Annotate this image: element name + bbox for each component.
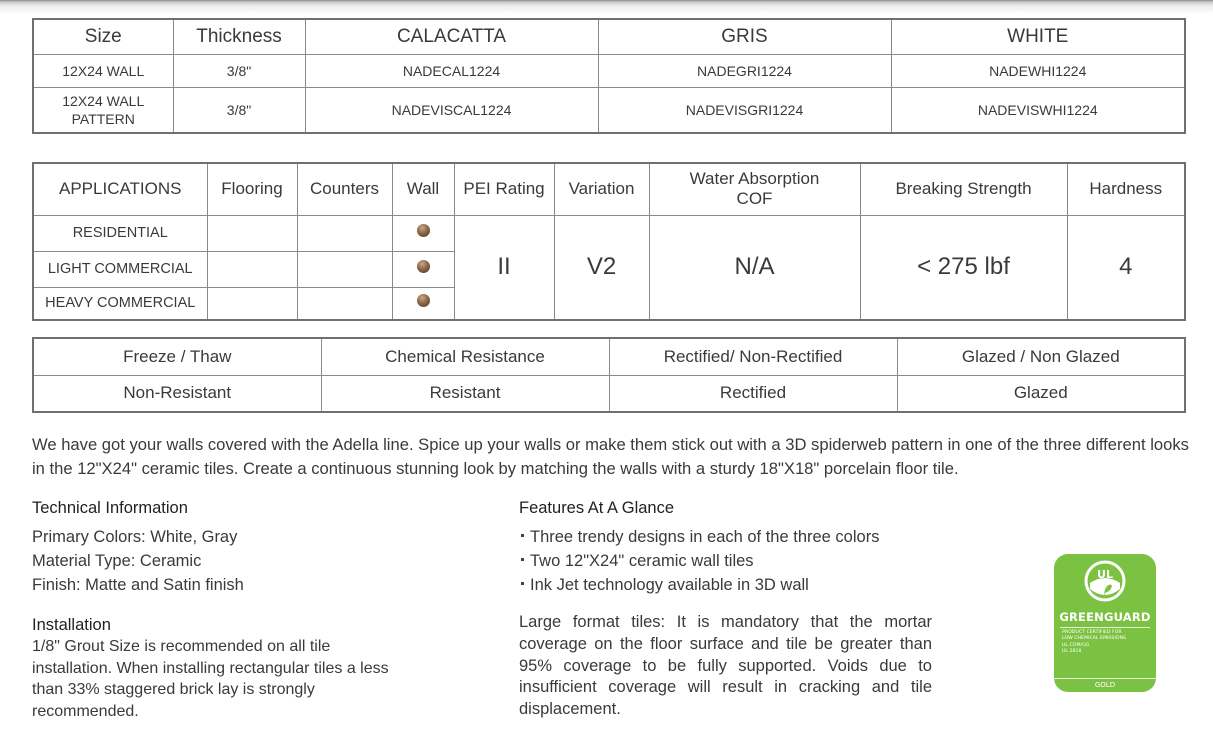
features-section: [519, 497, 932, 721]
header-chemical-resistance: Chemical Resistance: [321, 338, 609, 375]
thickness-cell: 3/8": [173, 54, 305, 87]
table-row: [33, 87, 1185, 133]
size-cell: 12X24 WALL PATTERN: [33, 87, 173, 133]
svg-text:UL: UL: [1097, 568, 1113, 581]
applicable-dot-icon: [417, 260, 430, 273]
primary-colors: Primary Colors: White, Gray: [32, 528, 238, 546]
header-hardness: Hardness: [1067, 163, 1185, 215]
properties-header-row: [33, 338, 1185, 375]
header-counters: Counters: [297, 163, 392, 215]
top-shadow-bar: [0, 0, 1213, 14]
header-white: WHITE: [891, 19, 1185, 54]
thickness-cell: 3/8": [173, 87, 305, 133]
product-description: We have got your walls covered with the Adella line. Spice up your walls or make them stick out with a 3D spiderweb pattern in one of the three different looks in the 12"X24" ceramic tiles. Create a continuous stunning look by matching the walls with a sturdy 18"X18" porcelain floor tile.: [32, 435, 1189, 478]
features-list: [519, 525, 932, 597]
wall-cell: [392, 215, 454, 251]
water-absorption-value: N/A: [649, 215, 860, 320]
bullet-icon: [521, 582, 524, 585]
header-flooring: Flooring: [207, 163, 297, 215]
technical-information-title: Technical Information: [32, 499, 188, 517]
list-item: [519, 525, 932, 549]
list-item: [519, 549, 932, 573]
greenguard-brand: GREENGUARD: [1059, 610, 1151, 624]
sku-header-row: [33, 19, 1185, 54]
badge-certification-text: [1054, 630, 1156, 655]
badge-line: LOW CHEMICAL EMISSIONS: [1062, 636, 1126, 642]
water-absorption-label: Water Absorption: [689, 169, 820, 189]
applications-header-row: [33, 163, 1185, 215]
sku-cell: NADEVISCAL1224: [305, 87, 598, 133]
breaking-strength-value: < 275 lbf: [860, 215, 1067, 320]
sku-table: [32, 18, 1186, 134]
pei-rating-value: II: [454, 215, 554, 320]
sku-cell: NADEGRI1224: [598, 54, 891, 87]
header-gris: GRIS: [598, 19, 891, 54]
bullet-icon: [521, 558, 524, 561]
technical-section: [32, 497, 412, 722]
table-row: [33, 215, 1185, 251]
applicable-dot-icon: [417, 294, 430, 307]
counters-cell: [297, 251, 392, 287]
header-pei-rating: PEI Rating: [454, 163, 554, 215]
header-rectified: Rectified/ Non-Rectified: [609, 338, 897, 375]
header-applications: APPLICATIONS: [33, 163, 207, 215]
badge-level: GOLD: [1054, 678, 1156, 692]
header-thickness: Thickness: [173, 19, 305, 54]
header-water-absorption-cof: [649, 163, 860, 215]
cof-label: COF: [736, 189, 773, 209]
applications-table: [32, 162, 1186, 321]
finish: Finish: Matte and Satin finish: [32, 576, 244, 594]
table-row: [33, 54, 1185, 87]
applicable-dot-icon: [417, 224, 430, 237]
application-cell: RESIDENTIAL: [33, 215, 207, 251]
feature-text: Two 12"X24" ceramic wall tiles: [530, 552, 754, 570]
header-breaking-strength: Breaking Strength: [860, 163, 1067, 215]
header-freeze-thaw: Freeze / Thaw: [33, 338, 321, 375]
installation-section: [32, 614, 412, 722]
flooring-cell: [207, 215, 297, 251]
table-row: [33, 375, 1185, 412]
counters-cell: [297, 215, 392, 251]
feature-text: Ink Jet technology available in 3D wall: [530, 576, 809, 594]
badge-line: UL 2818: [1062, 648, 1082, 654]
freeze-thaw-value: Non-Resistant: [33, 375, 321, 412]
header-glazed: Glazed / Non Glazed: [897, 338, 1185, 375]
sku-cell: NADECAL1224: [305, 54, 598, 87]
wall-cell: [392, 251, 454, 287]
sku-cell: NADEVISGRI1224: [598, 87, 891, 133]
header-size: Size: [33, 19, 173, 54]
feature-text: Three trendy designs in each of the three colors: [530, 528, 880, 546]
properties-table: [32, 337, 1186, 413]
counters-cell: [297, 287, 392, 320]
variation-value: V2: [554, 215, 649, 320]
wall-cell: [392, 287, 454, 320]
features-title: Features At A Glance: [519, 499, 675, 517]
material-type: Material Type: Ceramic: [32, 552, 202, 570]
sku-cell: NADEVISWHI1224: [891, 87, 1185, 133]
large-format-note: Large format tiles: It is mandatory that the mortar coverage on the floor surface and tile be greater than 95% coverage to be fully supported. Voids due to insufficient coverage will result in cracking and tile displacement.: [519, 613, 932, 719]
installation-text: 1/8" Grout Size is recommended on all tile installation. When installing rectangular tiles a less than 33% staggered brick lay is strongly recommended.: [32, 638, 389, 720]
header-variation: Variation: [554, 163, 649, 215]
badge-line: UL.COM/GG: [1062, 642, 1090, 648]
sku-cell: NADEWHI1224: [891, 54, 1185, 87]
size-cell: 12X24 WALL: [33, 54, 173, 87]
glazed-value: Glazed: [897, 375, 1185, 412]
greenguard-badge: [1054, 554, 1156, 692]
application-cell: LIGHT COMMERCIAL: [33, 251, 207, 287]
ul-leaf-icon: [1083, 559, 1127, 603]
badge-line: PRODUCT CERTIFIED FOR: [1062, 630, 1122, 635]
installation-title: Installation: [32, 616, 111, 634]
flooring-cell: [207, 251, 297, 287]
badge-divider: [1060, 627, 1150, 628]
rectified-value: Rectified: [609, 375, 897, 412]
technical-lines: [32, 525, 412, 597]
chemical-resistance-value: Resistant: [321, 375, 609, 412]
application-cell: HEAVY COMMERCIAL: [33, 287, 207, 320]
header-calacatta: CALACATTA: [305, 19, 598, 54]
flooring-cell: [207, 287, 297, 320]
bullet-icon: [521, 534, 524, 537]
hardness-value: 4: [1067, 215, 1185, 320]
list-item: [519, 573, 932, 597]
header-wall: Wall: [392, 163, 454, 215]
